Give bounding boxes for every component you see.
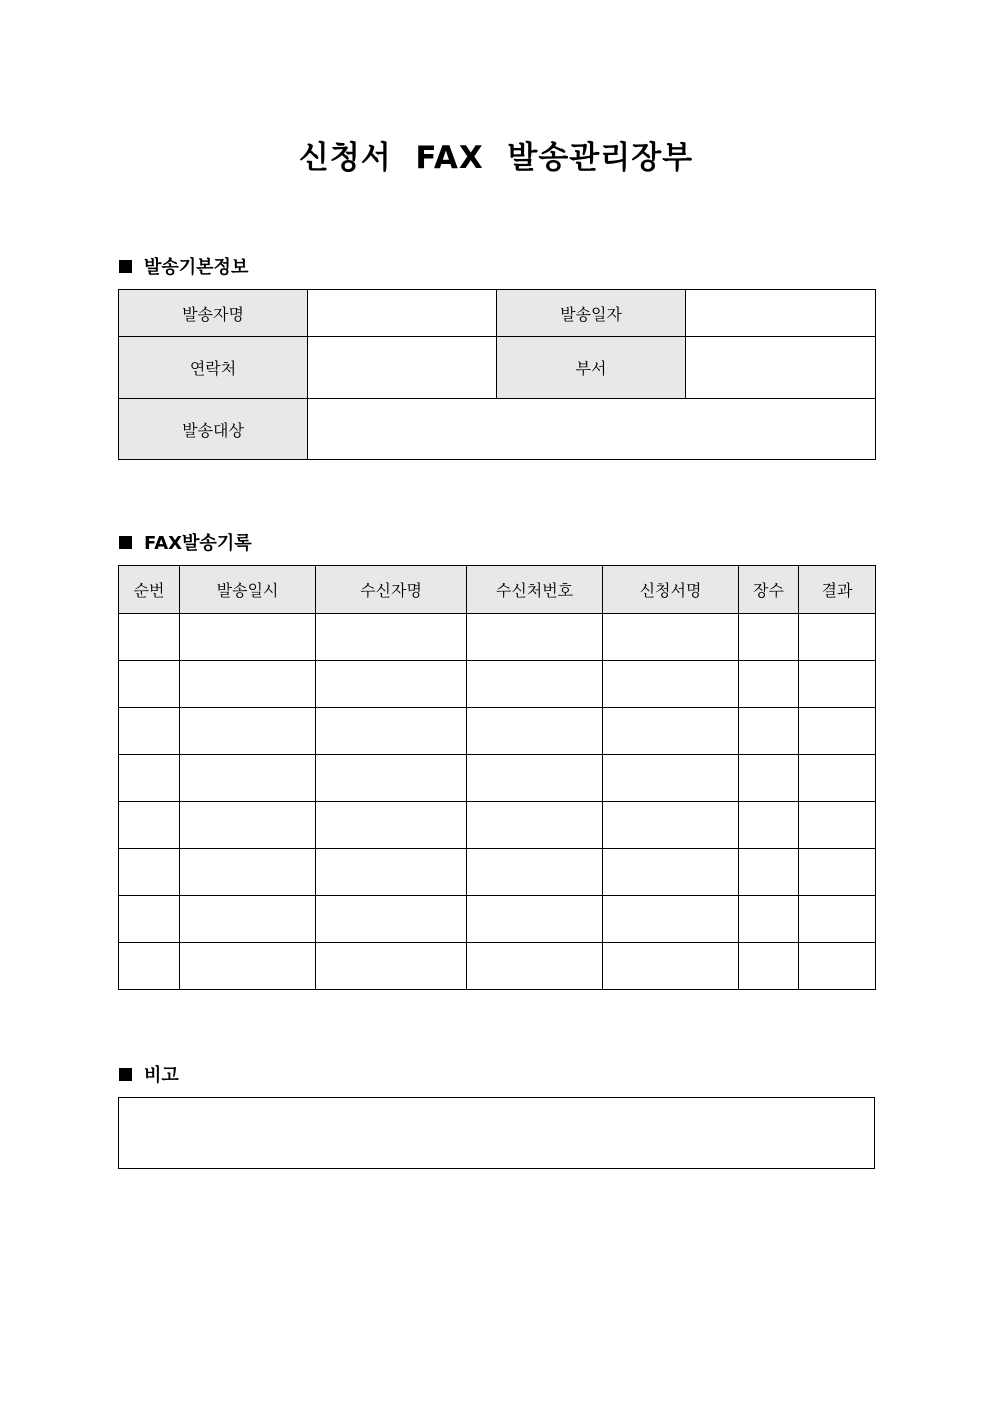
cell-pages[interactable] xyxy=(739,802,799,849)
column-header-recipient-name: 수신자명 xyxy=(316,566,467,614)
cell-recipient-number[interactable] xyxy=(467,802,603,849)
cell-form-name[interactable] xyxy=(603,614,739,661)
cell-send-datetime[interactable] xyxy=(180,802,316,849)
remarks-heading xyxy=(119,1061,179,1087)
table-row xyxy=(119,755,876,802)
cell-seq[interactable] xyxy=(119,661,180,708)
cell-recipient-number[interactable] xyxy=(467,849,603,896)
table-row xyxy=(119,802,876,849)
send-date-field[interactable] xyxy=(686,290,876,337)
send-date-label: 발송일자 xyxy=(497,290,686,337)
square-bullet-icon xyxy=(119,260,132,273)
table-row xyxy=(119,896,876,943)
cell-recipient-name[interactable] xyxy=(316,708,467,755)
cell-form-name[interactable] xyxy=(603,708,739,755)
cell-send-datetime[interactable] xyxy=(180,661,316,708)
cell-recipient-number[interactable] xyxy=(467,708,603,755)
recipient-target-field[interactable] xyxy=(308,399,876,460)
cell-seq[interactable] xyxy=(119,943,180,990)
square-bullet-icon xyxy=(119,536,132,549)
cell-send-datetime[interactable] xyxy=(180,943,316,990)
cell-recipient-number[interactable] xyxy=(467,943,603,990)
basic-info-heading xyxy=(119,253,248,279)
column-header-seq: 순번 xyxy=(119,566,180,614)
cell-result[interactable] xyxy=(799,755,876,802)
cell-send-datetime[interactable] xyxy=(180,614,316,661)
cell-result[interactable] xyxy=(799,661,876,708)
table-row xyxy=(119,943,876,990)
fax-log-heading-label: FAX발송기록 xyxy=(144,533,252,554)
department-field[interactable] xyxy=(686,337,876,399)
cell-seq[interactable] xyxy=(119,896,180,943)
cell-result[interactable] xyxy=(799,849,876,896)
cell-form-name[interactable] xyxy=(603,896,739,943)
cell-recipient-number[interactable] xyxy=(467,614,603,661)
cell-result[interactable] xyxy=(799,802,876,849)
cell-pages[interactable] xyxy=(739,896,799,943)
cell-recipient-name[interactable] xyxy=(316,943,467,990)
remarks-heading-label: 비고 xyxy=(144,1065,179,1086)
cell-result[interactable] xyxy=(799,614,876,661)
cell-recipient-name[interactable] xyxy=(316,896,467,943)
column-header-pages: 장수 xyxy=(739,566,799,614)
cell-send-datetime[interactable] xyxy=(180,896,316,943)
cell-pages[interactable] xyxy=(739,849,799,896)
fax-log-heading xyxy=(119,529,252,555)
cell-recipient-name[interactable] xyxy=(316,802,467,849)
cell-form-name[interactable] xyxy=(603,755,739,802)
cell-send-datetime[interactable] xyxy=(180,708,316,755)
cell-form-name[interactable] xyxy=(603,943,739,990)
fax-log-table xyxy=(118,565,876,990)
column-header-result: 결과 xyxy=(799,566,876,614)
cell-send-datetime[interactable] xyxy=(180,755,316,802)
contact-field[interactable] xyxy=(308,337,497,399)
recipient-target-label: 발송대상 xyxy=(119,399,308,460)
cell-pages[interactable] xyxy=(739,755,799,802)
cell-result[interactable] xyxy=(799,896,876,943)
cell-result[interactable] xyxy=(799,943,876,990)
cell-recipient-name[interactable] xyxy=(316,849,467,896)
cell-form-name[interactable] xyxy=(603,802,739,849)
page-title: 신청서 FAX 발송관리장부 xyxy=(298,140,694,176)
table-row xyxy=(119,661,876,708)
remarks-field[interactable] xyxy=(118,1097,875,1169)
cell-recipient-name[interactable] xyxy=(316,614,467,661)
contact-label: 연락처 xyxy=(119,337,308,399)
basic-info-heading-label: 발송기본정보 xyxy=(144,257,249,278)
column-header-form-name: 신청서명 xyxy=(603,566,739,614)
square-bullet-icon xyxy=(119,1068,132,1081)
cell-result[interactable] xyxy=(799,708,876,755)
cell-seq[interactable] xyxy=(119,802,180,849)
column-header-recipient-number: 수신처번호 xyxy=(467,566,603,614)
cell-seq[interactable] xyxy=(119,614,180,661)
cell-recipient-number[interactable] xyxy=(467,661,603,708)
cell-seq[interactable] xyxy=(119,708,180,755)
cell-recipient-name[interactable] xyxy=(316,661,467,708)
cell-pages[interactable] xyxy=(739,943,799,990)
cell-seq[interactable] xyxy=(119,755,180,802)
sender-name-label: 발송자명 xyxy=(119,290,308,337)
cell-recipient-name[interactable] xyxy=(316,755,467,802)
cell-pages[interactable] xyxy=(739,614,799,661)
cell-send-datetime[interactable] xyxy=(180,849,316,896)
sender-name-field[interactable] xyxy=(308,290,497,337)
cell-recipient-number[interactable] xyxy=(467,896,603,943)
cell-form-name[interactable] xyxy=(603,661,739,708)
table-row xyxy=(119,614,876,661)
cell-pages[interactable] xyxy=(739,661,799,708)
department-label: 부서 xyxy=(497,337,686,399)
cell-pages[interactable] xyxy=(739,708,799,755)
cell-seq[interactable] xyxy=(119,849,180,896)
cell-form-name[interactable] xyxy=(603,849,739,896)
table-row xyxy=(119,708,876,755)
column-header-send-datetime: 발송일시 xyxy=(180,566,316,614)
fax-log-body xyxy=(119,614,876,990)
table-row xyxy=(119,849,876,896)
basic-info-table xyxy=(118,289,876,460)
cell-recipient-number[interactable] xyxy=(467,755,603,802)
